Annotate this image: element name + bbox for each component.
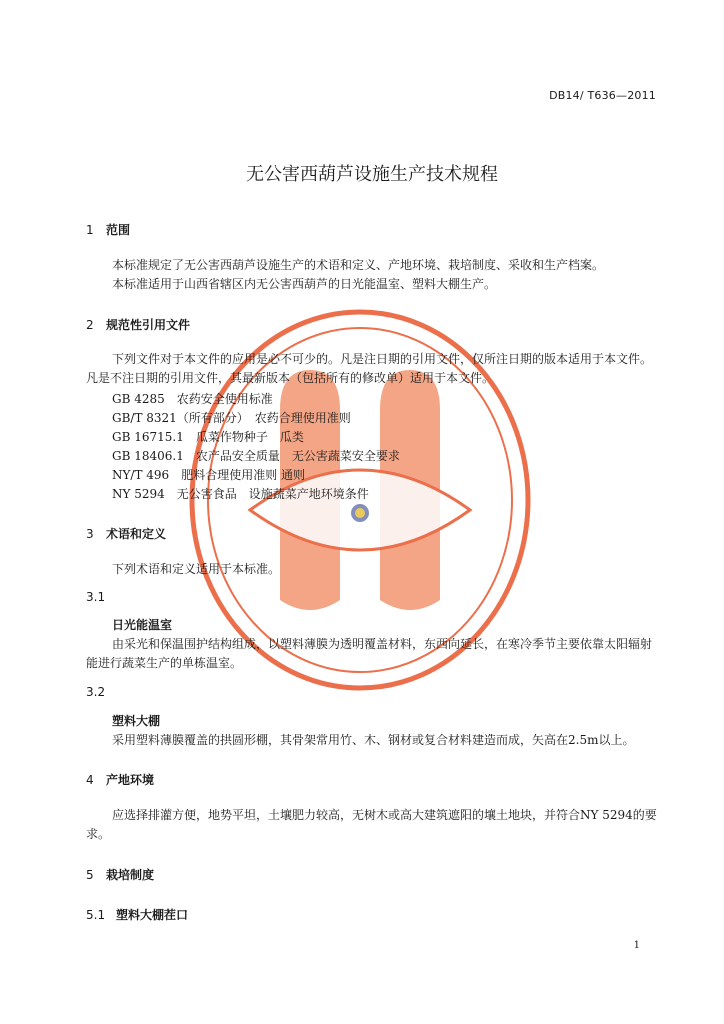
term-3-2-number: 3.2 xyxy=(86,685,106,699)
reference-item: GB 18406.1 农产品安全质量 无公害蔬菜安全要求 xyxy=(112,449,400,463)
section-3-heading xyxy=(86,525,166,542)
reference-item: NY 5294 无公害食品 设施蔬菜产地环境条件 xyxy=(112,487,369,501)
section-number: 2 xyxy=(86,318,94,332)
section-5-1-heading xyxy=(86,906,188,923)
reference-item: GB 16715.1 瓜菜作物种子 瓜类 xyxy=(112,430,304,444)
section-2-heading xyxy=(86,316,190,333)
section-number: 3 xyxy=(86,527,94,541)
term-3-1-definition: 由采光和保温围护结构组成，以塑料薄膜为透明覆盖材料，东西向延长，在寒冷季节主要依靠太阳辐射能进行蔬菜生产的单栋温室。 xyxy=(86,637,653,670)
term-3-2-definition: 采用塑料薄膜覆盖的拱圆形棚，其骨架常用竹、木、钢材或复合材料建造而成，矢高在2.5m以上。 xyxy=(112,733,635,747)
term-3-1-name: 日光能温室 xyxy=(112,618,173,632)
reference-item: GB 4285 农药安全使用标准 xyxy=(112,392,273,406)
reference-item: NY/T 496 肥料合理使用准则 通则 xyxy=(112,468,306,482)
section-4-heading xyxy=(86,771,154,788)
section-title: 术语和定义 xyxy=(106,527,167,541)
section-5-heading xyxy=(86,866,154,883)
reference-item: GB/T 8321（所有部分） 农药合理使用准则 xyxy=(112,411,351,425)
section-number: 5.1 xyxy=(86,908,106,922)
term-3-2-name: 塑料大棚 xyxy=(112,714,161,728)
page-number: 1 xyxy=(633,940,640,951)
paragraph: 本标准规定了无公害西葫芦设施生产的术语和定义、产地环境、栽培制度、采收和生产档案。 xyxy=(112,258,605,272)
section-title: 规范性引用文件 xyxy=(106,318,191,332)
section-number: 1 xyxy=(86,223,94,237)
paragraph: 本标准适用于山西省辖区内无公害西葫芦的日光能温室、塑料大棚生产。 xyxy=(112,277,497,291)
term-3-1-number: 3.1 xyxy=(86,590,106,604)
section-title: 栽培制度 xyxy=(106,868,155,882)
section-title: 范围 xyxy=(106,223,131,237)
section-number: 4 xyxy=(86,773,94,787)
section-1-heading xyxy=(86,221,130,238)
standard-code: DB14/ T636—2011 xyxy=(549,89,656,102)
paragraph: 应选择排灌方便，地势平坦，土壤肥力较高，无树木或高大建筑遮阳的壤土地块，并符合NY 5294的要求。 xyxy=(86,808,657,841)
section-title: 产地环境 xyxy=(106,773,155,787)
document-title: 无公害西葫芦设施生产技术规程 xyxy=(246,164,498,185)
section-number: 5 xyxy=(86,868,94,882)
paragraph: 下列文件对于本文件的应用是必不可少的。凡是注日期的引用文件，仅所注日期的版本适用于本文件。凡是不注日期的引用文件，其最新版本（包括所有的修改单）适用于本文件。 xyxy=(86,352,653,385)
paragraph: 下列术语和定义适用于本标准。 xyxy=(112,562,281,576)
section-title: 塑料大棚茬口 xyxy=(116,908,189,922)
